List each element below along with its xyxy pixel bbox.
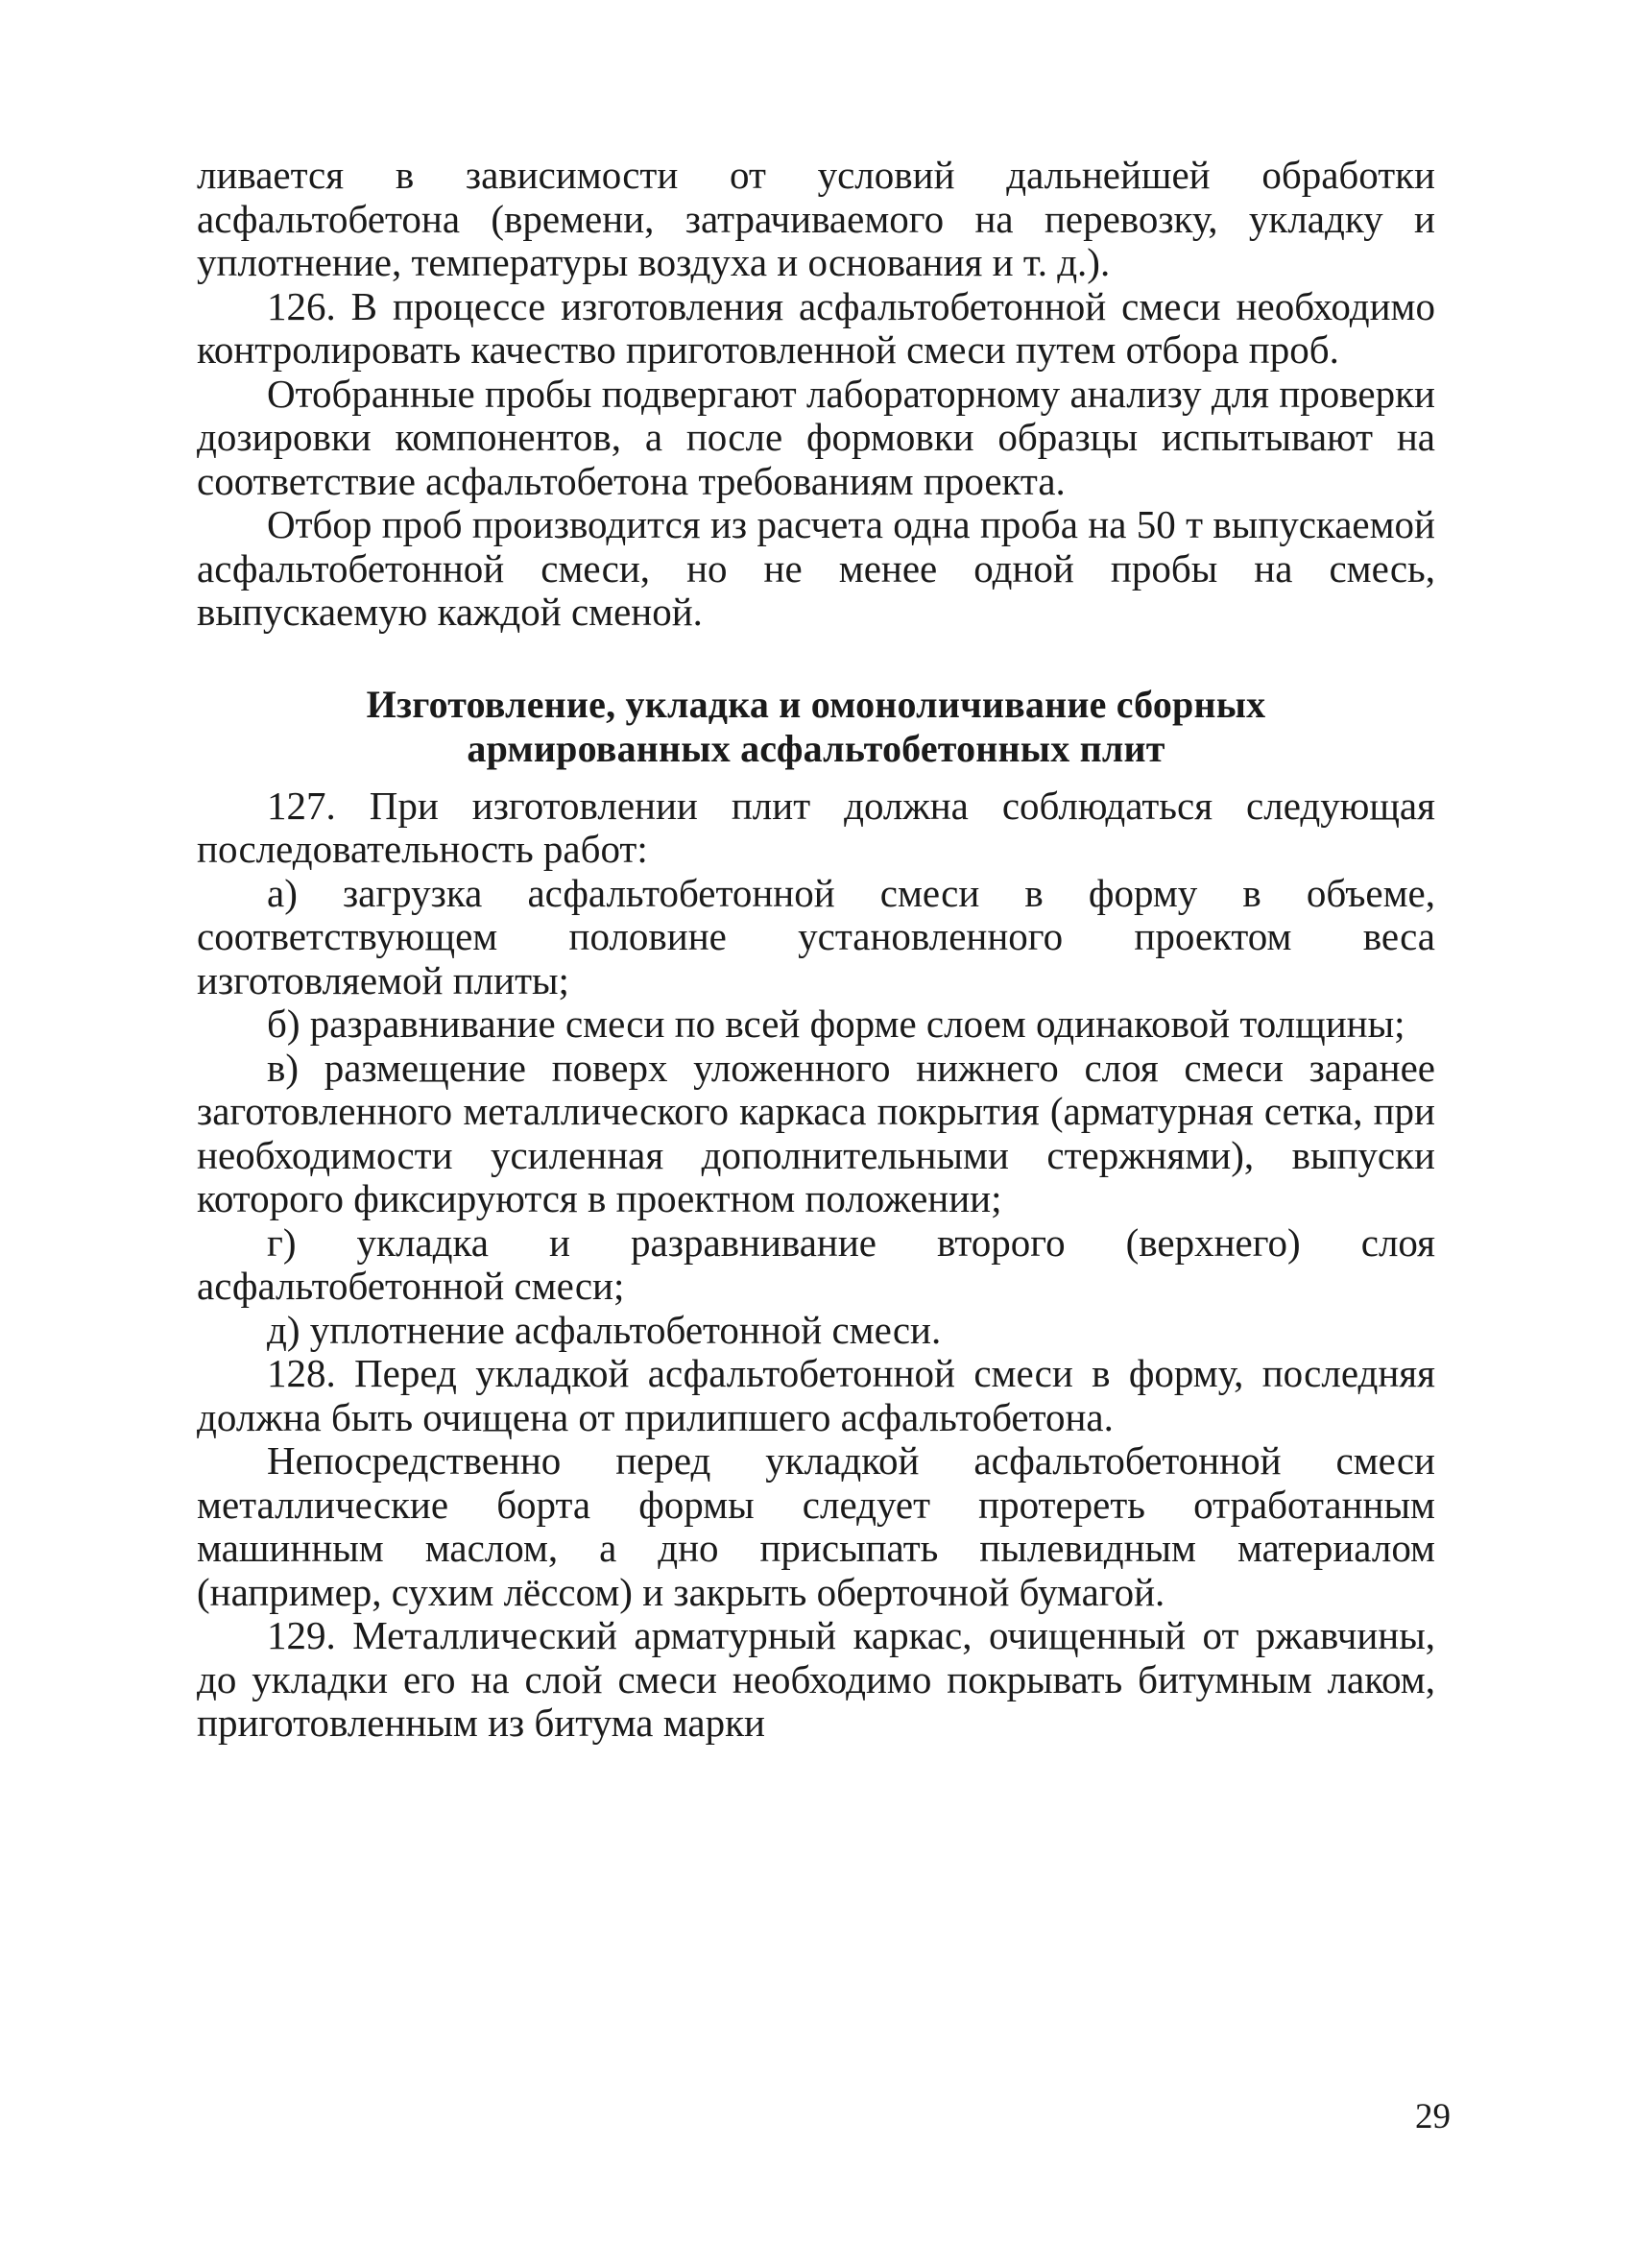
paragraph-128: 128. Перед укладкой асфальтобетонной смеси в форму, последняя должна быть очищена от прилипшего асфальтобетона. [197,1351,1435,1439]
paragraph-continuation: ливается в зависимости от условий дальнейшей обработки асфальтобетона (времени, затрачиваемого на перевозку, укладку и уплотнение, температуры воздуха и основания и т. д.). [197,153,1435,284]
paragraph-127-item-d: д) уплотнение асфальтобетонной смеси. [267,1307,942,1352]
paragraph-127-item-v: в) размещение поверх уложенного нижнего слоя смеси заранее заготовленного металлического каркаса покрытия (арматурная сетка, при необходимости усиленная дополнительными стержнями), выпуски которого фиксируются в проектном положении; [197,1045,1435,1220]
paragraph-128-oil: Непосредственно перед укладкой асфальтобетонной смеси металлические борта формы следует протереть отработанным машинным маслом, а дно присыпать пылевидным материалом (например, сухим лёссом) и закрыть оберточной бумагой. [197,1438,1435,1614]
section-heading-line-1: Изготовление, укладка и омоноличивание сборных [366,682,1266,726]
text-block-top [197,154,1435,635]
page-number: 29 [1415,2097,1451,2136]
section-heading-line-2: армированных асфальтобетонных плит [467,726,1165,770]
paragraph-129: 129. Металлический арматурный каркас, очищенный от ржавчины, до укладки его на слой смеси необходимо покрывать битумным лаком, приготовленным из битума марки [197,1613,1435,1745]
paragraph-127-item-g: г) укладка и разравнивание второго (верхнего) слоя асфальтобетонной смеси; [197,1219,1435,1308]
paragraph-126-analysis: Отобранные пробы подвергают лабораторному анализу для проверки дозировки компонентов, а после формовки образцы испытывают на соответствие асфальтобетона требованиям проекта. [197,371,1435,503]
paragraph-126-sampling: Отбор проб производится из расчета одна проба на 50 т выпускаемой асфальтобетонной смеси, но не менее одной пробы на смесь, выпускаемую каждой сменой. [197,502,1435,634]
paragraph-126: 126. В процессе изготовления асфальтобетонной смеси необходимо контролировать качество приготовленной смеси путем отбора проб. [197,283,1435,372]
paragraph-127: 127. При изготовлении плит должна соблюдаться следующая последовательность работ: [197,783,1435,871]
document-page [197,154,1435,1746]
paragraph-127-item-a: а) загрузка асфальтобетонной смеси в форму в объеме, соответствующем половине установленного проектом веса изготовляемой плиты; [197,870,1435,1002]
section-heading [197,683,1435,771]
paragraph-127-item-b: б) разравнивание смеси по всей форме слоем одинаковой толщины; [267,1001,1405,1046]
text-block-bottom [197,784,1435,1746]
